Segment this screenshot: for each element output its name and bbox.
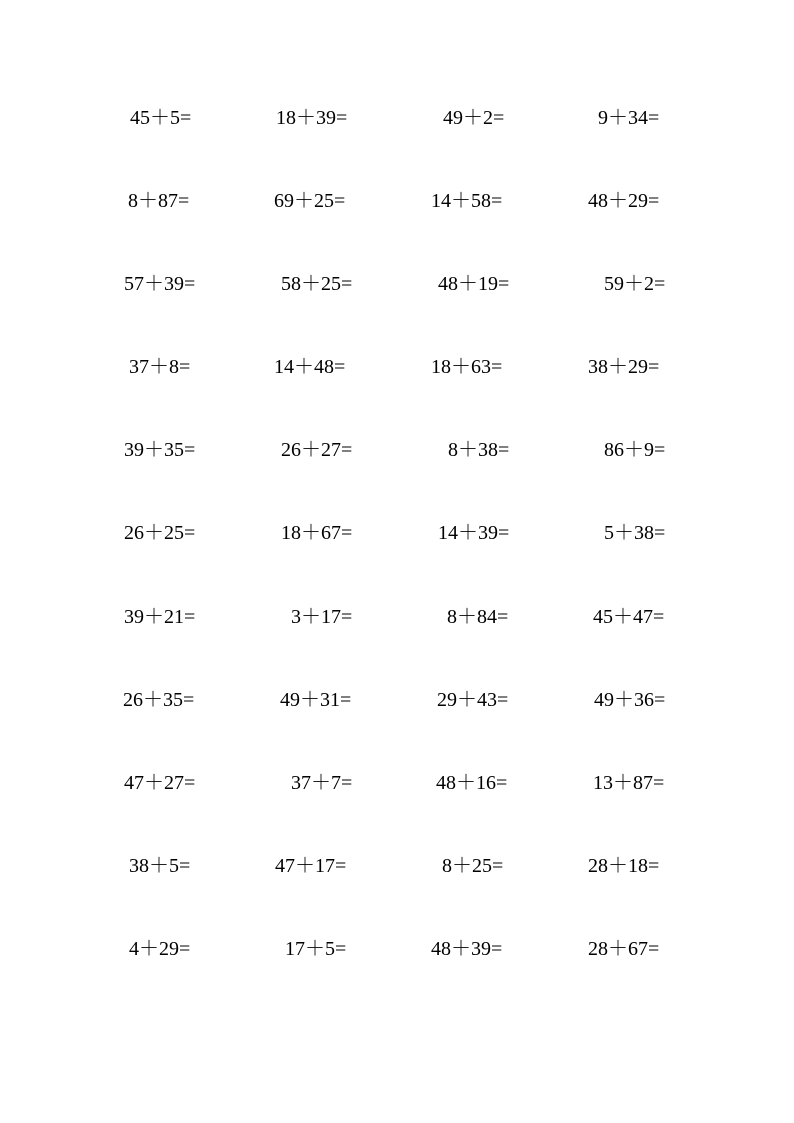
- addition-problem: 14＋58=: [431, 190, 503, 212]
- addition-problem: 14＋39=: [438, 522, 510, 544]
- problem-row: [0, 680, 794, 720]
- addition-problem: 59＋2=: [604, 273, 666, 295]
- addition-problem: 37＋7=: [291, 772, 353, 794]
- addition-problem: 18＋67=: [281, 522, 353, 544]
- addition-problem: 49＋2=: [443, 107, 505, 129]
- problem-row: [0, 846, 794, 886]
- problem-row: [0, 763, 794, 803]
- addition-problem: 86＋9=: [604, 439, 666, 461]
- problem-row: [0, 430, 794, 470]
- addition-problem: 49＋36=: [594, 689, 666, 711]
- addition-problem: 45＋47=: [593, 606, 665, 628]
- addition-problem: 17＋5=: [285, 938, 347, 960]
- addition-problem: 69＋25=: [274, 190, 346, 212]
- addition-problem: 38＋29=: [588, 356, 660, 378]
- addition-problem: 26＋27=: [281, 439, 353, 461]
- addition-problem: 28＋67=: [588, 938, 660, 960]
- addition-problem: 37＋8=: [129, 356, 191, 378]
- addition-problem: 26＋35=: [123, 689, 195, 711]
- addition-problem: 39＋21=: [124, 606, 196, 628]
- addition-problem: 49＋31=: [280, 689, 352, 711]
- addition-problem: 3＋17=: [291, 606, 353, 628]
- addition-problem: 48＋19=: [438, 273, 510, 295]
- problem-row: [0, 929, 794, 969]
- addition-problem: 29＋43=: [437, 689, 509, 711]
- problem-row: [0, 347, 794, 387]
- problem-row: [0, 597, 794, 637]
- problem-row: [0, 264, 794, 304]
- addition-problem: 9＋34=: [598, 107, 660, 129]
- addition-problem: 18＋63=: [431, 356, 503, 378]
- addition-problem: 8＋84=: [447, 606, 509, 628]
- addition-problem: 48＋29=: [588, 190, 660, 212]
- addition-problem: 8＋87=: [128, 190, 190, 212]
- addition-problem: 8＋25=: [442, 855, 504, 877]
- addition-problem: 57＋39=: [124, 273, 196, 295]
- problem-row: [0, 181, 794, 221]
- addition-problem: 48＋16=: [436, 772, 508, 794]
- addition-problem: 58＋25=: [281, 273, 353, 295]
- addition-problem: 5＋38=: [604, 522, 666, 544]
- addition-problem: 8＋38=: [448, 439, 510, 461]
- addition-problem: 4＋29=: [129, 938, 191, 960]
- addition-problem: 45＋5=: [130, 107, 192, 129]
- addition-problem: 28＋18=: [588, 855, 660, 877]
- problem-row: [0, 98, 794, 138]
- addition-problem: 39＋35=: [124, 439, 196, 461]
- addition-problem: 18＋39=: [276, 107, 348, 129]
- addition-problem: 38＋5=: [129, 855, 191, 877]
- addition-problem: 13＋87=: [593, 772, 665, 794]
- problem-row: [0, 513, 794, 553]
- addition-problem: 26＋25=: [124, 522, 196, 544]
- addition-problem: 47＋27=: [124, 772, 196, 794]
- addition-problem: 48＋39=: [431, 938, 503, 960]
- addition-problem: 47＋17=: [275, 855, 347, 877]
- addition-problem: 14＋48=: [274, 356, 346, 378]
